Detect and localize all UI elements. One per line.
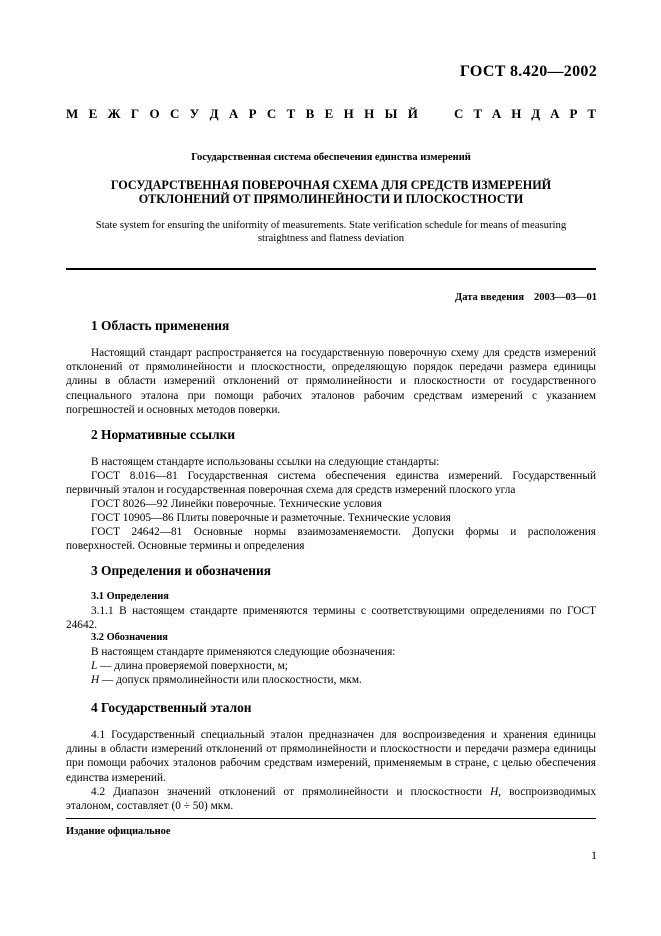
interstate-letter: Р [248,106,257,121]
document-number: ГОСТ 8.420—2002 [459,63,597,80]
standard-letter: Д [531,106,541,121]
standard-letter: С [454,106,464,121]
clause-4-1: 4.1 Государственный специальный эталон предназначен для воспроизведения и хранения единицы длины в области измерений отклонений от прямолинейности и плоскостности и передачи размера единицы при помощи рабочих эталонов рабочим средствам измерений, применяемым в стране, с целью обеспечения единства измерений. [66,729,596,784]
interstate-letter: Й [407,106,418,121]
reference-gost-24642: ГОСТ 24642—81 Основные нормы взаимозаменяемости. Допуски формы и расположения поверхностей. Основные термины и определения [66,526,596,553]
standard-letter: Н [511,106,522,121]
interstate-letter: Ы [384,106,398,121]
interstate-letter: Н [343,106,354,121]
interstate-letter: С [266,106,277,121]
english-title [66,219,596,245]
interstate-letter: Д [209,106,219,121]
interstate-letter: О [149,106,160,121]
section-1-text: Настоящий стандарт распространяется на государственную поверочную схему для средств измерений отклонений от прямолинейности и плоскостности, определяющую порядок передачи размера единицы длины в области измерений отклонений от прямолинейности и плоскостности от государственного специального эталона при помощи рабочих эталонов рабочим средствам измерений с указанием погрешностей и основных методов поверки. [66,347,596,416]
footer-divider [66,818,596,819]
section-3-heading: 3 Определения и обозначения [91,563,271,578]
clause-4-2-symbol-H: H [490,786,499,798]
symbol-L: L [91,660,98,672]
english-title-line-1: State system for ensuring the uniformity of measurements. State verification schedule for means of measuring [95,219,567,231]
symbol-L-definition [66,659,596,673]
official-edition-label: Издание официальное [66,826,171,837]
standard-letter: А [550,106,560,121]
interstate-standard-banner [66,106,596,122]
symbol-L-text: — длина проверяемой поверхности, м; [97,660,288,672]
symbol-H-text: — допуск прямолинейности или плоскостности, мкм. [99,674,362,686]
interstate-letter: В [305,106,315,121]
interstate-letter: Е [324,106,334,121]
header-divider [66,268,596,270]
symbol-H-definition [66,673,596,687]
intro-date-label: Дата введения [455,292,524,303]
main-title-line-1: ГОСУДАРСТВЕННАЯ ПОВЕРОЧНАЯ СХЕМА ДЛЯ СРЕДСТВ ИЗМЕРЕНИЙ [110,178,552,192]
main-title-line-2: ОТКЛОНЕНИЙ ОТ ПРЯМОЛИНЕЙНОСТИ И ПЛОСКОСТНОСТИ [138,192,524,206]
banner-word-interstate [66,106,418,122]
standard-letter: Т [473,106,482,121]
banner-word-standard [454,106,596,122]
section-2-intro: В настоящем стандарте использованы ссылки на следующие стандарты: [91,456,440,468]
clause-4-2-text-a: 4.2 Диапазон значений отклонений от прямолинейности и плоскостности [91,786,491,798]
page-number: 1 [591,848,597,862]
interstate-letter: М [66,106,79,121]
clause-3-1-1: 3.1.1 В настоящем стандарте применяются термины с соответствующими определениями по ГОСТ 24642. [66,605,596,632]
main-title [66,178,596,206]
interstate-letter: Н [364,106,375,121]
interstate-letter: Г [130,106,140,121]
interstate-letter: Ж [107,106,121,121]
interstate-letter: А [228,106,239,121]
symbol-H: H [91,674,100,686]
standard-letter: Р [569,106,578,121]
subsection-3-2-heading: 3.2 Обозначения [91,632,168,643]
reference-gost-8016: ГОСТ 8.016—81 Государственная система обеспечения единства измерений. Государственный первичный эталон и государственная поверочная схема для средств измерений плоского угла [66,470,596,497]
reference-gost-10905: ГОСТ 10905—86 Плиты поверочные и разметочные. Технические условия [91,512,451,524]
introduction-date [455,292,597,303]
section-1-heading: 1 Область применения [91,318,230,333]
clause-4-2 [66,785,596,813]
standard-letter: Т [587,106,596,121]
section-4-heading: 4 Государственный эталон [91,700,252,715]
interstate-letter: Е [88,106,98,121]
standard-letter: А [491,106,502,121]
english-title-line-2: straightness and flatness deviation [257,232,405,244]
interstate-letter: С [169,106,180,121]
clause-3-2-intro: В настоящем стандарте применяются следующие обозначения: [91,646,396,658]
system-title: Государственная система обеспечения единства измерений [191,152,471,163]
interstate-letter: Т [286,106,296,121]
interstate-letter: У [189,106,200,121]
clause-4-2-text-b: , воспроизводимых эталоном, составляет (0 ÷ 50) мкм. [66,786,596,813]
reference-gost-8026: ГОСТ 8026—92 Линейки поверочные. Технические условия [91,498,382,510]
intro-date-value: 2003—03—01 [534,292,597,303]
section-2-heading: 2 Нормативные ссылки [91,427,236,442]
subsection-3-1-heading: 3.1 Определения [91,591,169,602]
